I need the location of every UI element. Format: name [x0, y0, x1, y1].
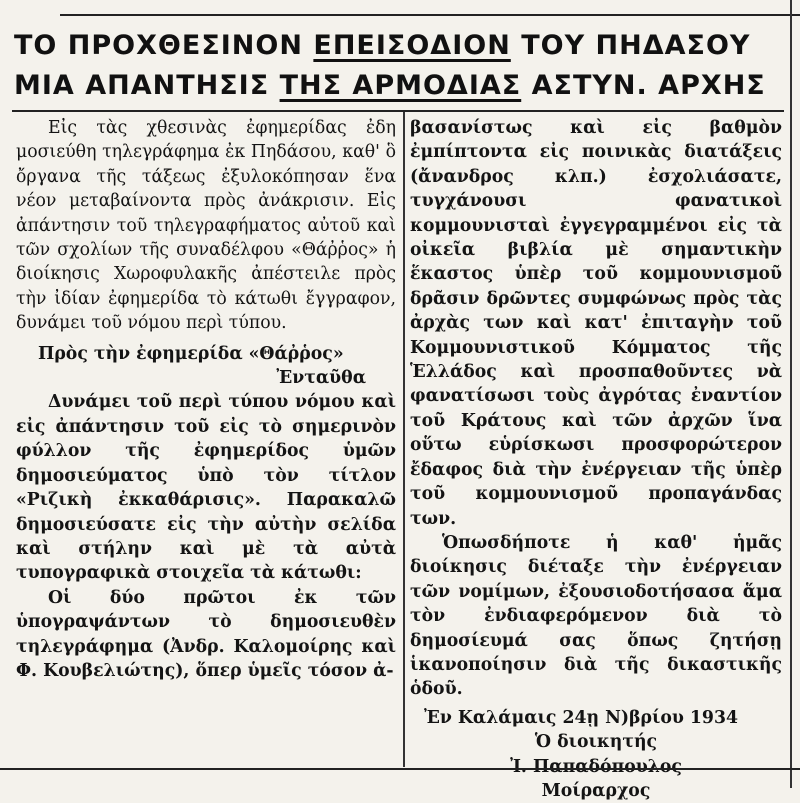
dateline: Ἐν Καλάμαις 24ῃ Ν)βρίου 1934: [424, 707, 739, 728]
letter-paragraph-2-continued: βασανίστως καὶ εἰς βαθμὸν ἐμπίπτοντα εἰς ποινικὰς διατάξεις (ἄνανδρος κλπ.) ἐσχολιάσατε, τυγχάνουσι φανατικοὶ κομμουνισταὶ ἐγγεγραμμένοι εἰς τὰ οἰκεῖα βιβλία μὲ σημαντικὴν ἕκαστος ὑπὲρ τοῦ κομμουνισμοῦ δρᾶσιν δρῶντες συμφώνως πρὸς τὰς ἀρχὰς των καὶ κατ' ἐπιταγὴν τοῦ Κομμουνιστικοῦ Κόμματος τῆς Ἑλλάδος καὶ προσπαθοῦντες νὰ φανατίσωσι τοὺς ἀγρότας ἐναντίον τοῦ Κράτους καὶ τῶν ἀρχῶν ἵνα οὕτω εὑρίσκωσι προσφορώτερον ἔδαφος διὰ τὴν ἐνέργειαν τῆς ὑπὲρ τοῦ κομμουνισμοῦ προπαγάνδας των.: [410, 118, 782, 529]
headline: [14, 26, 784, 106]
letter-place: Ἐνταῦθα: [276, 368, 366, 389]
headline-line-2-part-3: ΑΣΤΥΝ. ΑΡΧΗΣ: [531, 70, 766, 101]
left-column: [16, 116, 396, 683]
top-divider: [60, 14, 800, 16]
signature-rank: Μοίραρχος: [541, 780, 651, 801]
signature-title: Ὁ διοικητής: [534, 732, 658, 753]
letter-paragraph-3: Ὁπωσδήποτε ἡ καθ' ἡμᾶς διοίκησις διέταξε τὴν ἐνέργειαν τῶν νομίμων, ἐξουσιοδοτήσασα ἅμα τὸν ἐνδιαφερόμενον διὰ τὸ δημοσίευμά σας ὅπως ζητήσῃ ἱκανοποίησιν διὰ τῆς δικαστικῆς ὁδοῦ.: [410, 532, 782, 700]
letter-paragraph-1: Δυνάμει τοῦ περὶ τύπου νόμου καὶ εἰς ἀπάντησιν τοῦ εἰς τὸ σημερινὸν φύλλον τῆς ἐφημερίδος ὑμῶν δημοσιεύματος ὑπὸ τὸν τίτλον «Ριζικὴ ἐκκαθάρισις». Παρακαλῶ δημοσιεύσατε εἰς τὴν αὐτὴν σελίδα καὶ στήλην καὶ μὲ τὰ αὐτὰ τυπογραφικὰ στοιχεῖα τὰ κάτωθι:: [16, 392, 396, 584]
signature-name: Ἰ. Παπαδόπουλος: [510, 756, 682, 777]
headline-line-2: [14, 66, 784, 106]
headline-line-2-part-1: ΜΙΑ ΑΠΑΝΤΗΣΙΣ: [14, 70, 270, 101]
column-divider: [403, 112, 405, 767]
headline-line-1: [14, 26, 784, 66]
headline-line-1-part-2: ΕΠΕΙΣΟΔΙΟΝ: [313, 30, 511, 61]
right-column: [410, 116, 782, 803]
letter-salutation: Πρὸς τὴν ἐφημερίδα «Θάῤῥος»: [38, 343, 344, 364]
bottom-divider: [0, 768, 800, 770]
headline-line-1-part-1: ΤΟ ΠΡΟΧΘΕΣΙΝΟΝ: [14, 30, 303, 61]
letter-paragraph-2: Οἱ δύο πρῶτοι ἐκ τῶν ὑπογραψάντων τὸ δημοσιευθὲν τηλεγράφημα (Ἀνδρ. Καλομοίρης καὶ Φ. Κουβελιώτης), ὅπερ ὑμεῖς τόσον ἀ-: [16, 587, 396, 681]
headline-divider: [12, 110, 784, 112]
right-edge-rule: [790, 0, 792, 788]
headline-line-1-part-3: ΤΟΥ ΠΗΔΑΣΟΥ: [521, 30, 751, 61]
headline-line-2-part-2: ΤΗΣ ΑΡΜΟΔΙΑΣ: [279, 70, 522, 101]
intro-paragraph: Εἰς τὰς χθεσινὰς ἐφημερίδας ἐδη μοσιεύθη τηλεγράφημα ἐκ Πηδάσου, καθ' ὃ ὄργανα τῆς τάξεως ἐξυλοκόπησαν ἕνα νέον μεταβαίνοντα πρὸς ἀνάκρισιν. Εἰς ἀπάντησιν τοῦ τηλεγραφήματος αὐτοῦ καὶ τῶν σχολίων τῆς συναδέλφου «Θάῤῥος» ἡ διοίκησις Χωροφυλακῆς ἀπέστειλε πρὸς τὴν ἰδίαν ἐφημερίδα τὸ κάτωθι ἔγγραφον, δυνάμει τοῦ νόμου περὶ τύπου.: [16, 118, 396, 334]
